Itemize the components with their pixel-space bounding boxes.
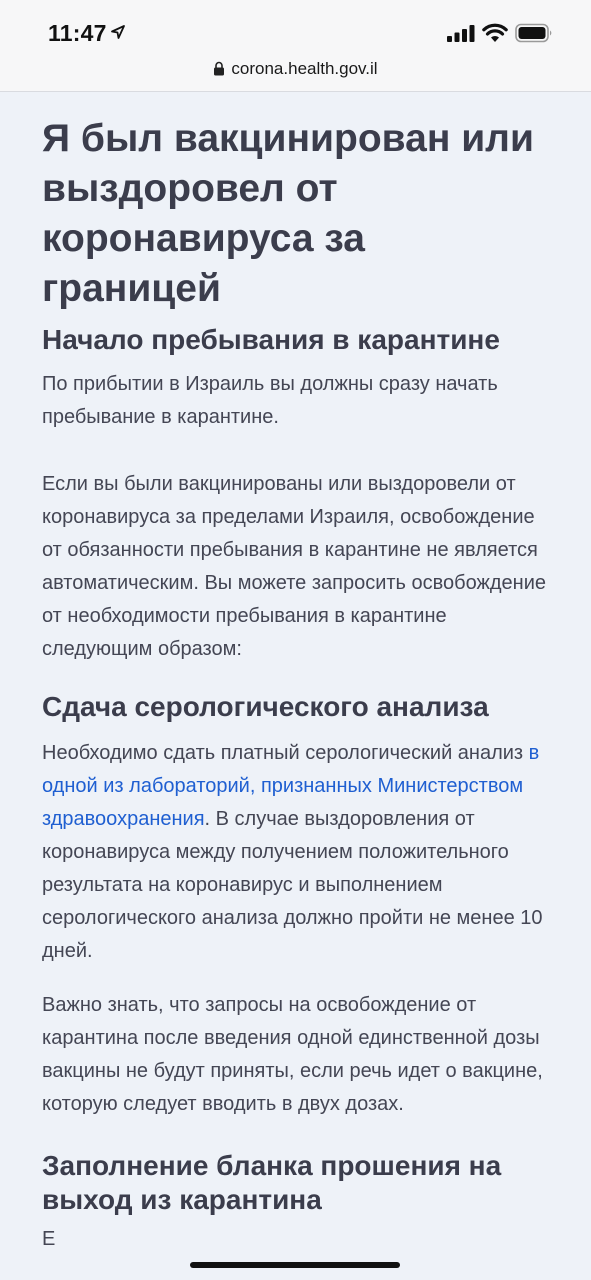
paragraph-text: . В случае выздоровления от коронавируса между получением положительного результата на коронавирус и выполнением серологического анализа должно пройти не менее 10 дней. xyxy=(42,808,543,962)
battery-icon xyxy=(515,23,553,43)
paragraph: Если вы были вакцинированы или выздоровели от коронавируса за пределами Израиля, освобождение от обязанности пребывания в карантине не является автоматическим. Вы можете запросить освобождение от необходимости пребывания в карантине следующим образом: xyxy=(42,473,547,660)
url-text[interactable]: corona.health.gov.il xyxy=(231,58,378,78)
paragraph-text: Необходимо сдать платный серологический анализ xyxy=(42,742,529,764)
paragraph: Важно знать, что запросы на освобождение от карантина после введения одной единственной дозы вакцины не будут приняты, если речь идет о вакцине, которую следует вводить в двух дозах. xyxy=(42,994,543,1115)
location-arrow-icon xyxy=(110,24,126,40)
status-bar xyxy=(0,0,591,58)
section-heading-quarantine-start: Начало пребывания в карантине xyxy=(42,324,500,355)
home-indicator[interactable] xyxy=(190,1262,400,1268)
paragraph-partial: Е xyxy=(42,1228,56,1250)
address-bar[interactable] xyxy=(0,58,591,92)
article-content xyxy=(0,92,591,1280)
labs-link[interactable]: в одной из лабораторий, признанных Министерством здравоохранения xyxy=(42,742,540,830)
paragraph: По прибытии в Израиль вы должны сразу начать пребывание в карантине. xyxy=(42,373,498,428)
lock-icon xyxy=(213,61,225,76)
section-heading-exit-form: Заполнение бланка прошения на выход из карантина xyxy=(42,1150,502,1215)
page-title: Я был вакцинирован или выздоровел от коронавируса за границей xyxy=(42,117,534,310)
section-heading-serology: Сдача серологического анализа xyxy=(42,691,489,722)
status-time: 11:47 xyxy=(48,20,107,46)
cellular-signal-icon xyxy=(447,25,475,42)
paragraph-with-link xyxy=(42,737,551,968)
wifi-icon xyxy=(482,23,508,43)
